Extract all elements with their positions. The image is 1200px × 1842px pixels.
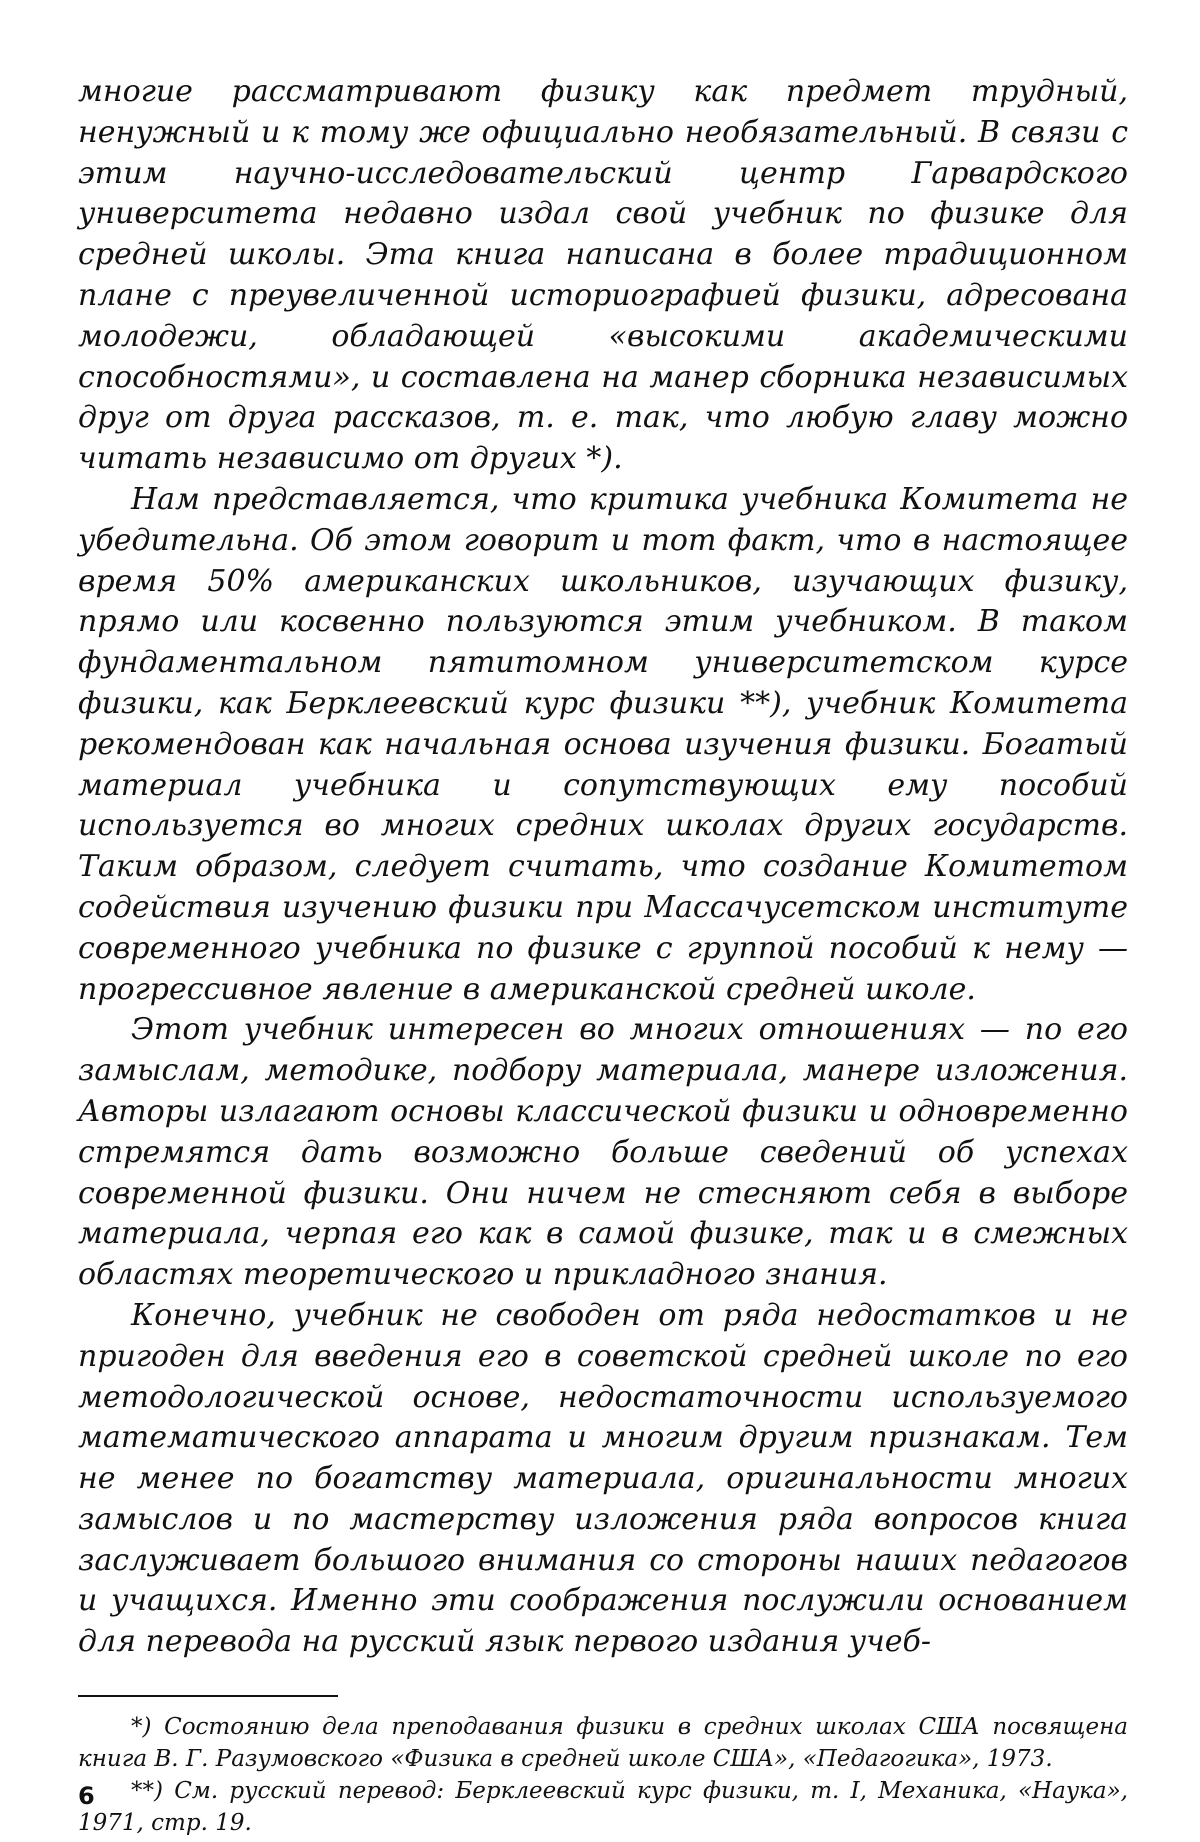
footnote-2: **) См. русский перевод: Берклеевский курс физики, т. I, Механика, «Наука», 1971, стр. 19. xyxy=(78,1778,1128,1837)
footnotes xyxy=(78,1711,1128,1839)
paragraph-shortcomings: Конечно, учебник не свободен от ряда недостатков и не пригоден для введения его в советской средней школе по его методологической основе, недостаточности используемого математического аппарата и многим другим признакам. Тем не менее по богатству материала, оригинальности многих замыслов и по мастерству изложения ряда вопросов книга заслуживает большого внимания со стороны наших педагогов и учащихся. Именно эти соображения послужили основанием для перевода на русский язык первого издания учеб- xyxy=(78,1297,1128,1660)
paragraph-committee-critique: Нам представляется, что критика учебника Комитета не убедительна. Об этом говорит и тот факт, что в настоящее время 50% американских школьников, изучающих физику, прямо или косвенно пользуются этим учебником. В таком фундаментальном пятитомном университетском курсе физики, как Берклеевский курс физики **), учебник Комитета рекомендован как начальная основа изучения физики. Богатый материал учебника и сопутствующих ему пособий используется во многих средних школах других государств. Таким образом, следует считать, что создание Комитетом содействия изучению физики при Массачусетском институте современного учебника по физике с группой пособий к нему — прогрессивное явление в американской средней школе. xyxy=(78,481,1128,1007)
paragraph-textbook-interest: Этот учебник интересен во многих отношениях — по его замыслам, методике, подбору материала, манере изложения. Авторы излагают основы классической физики и одновременно стремятся дать возможно больше сведений об успехах современной физики. Они ничем не стесняют себя в выборе материала, черпая его как в самой физике, так и в смежных областях теоретического и прикладного знания. xyxy=(78,1012,1128,1293)
paragraph-continuation: многие рассматривают физику как предмет трудный, ненужный и к тому же официально необязательный. В связи с этим научно-исследовательский центр Гарвардского университета недавно издал свой учебник по физике для средней школы. Эта книга написана в более традиционном плане с преувеличенной историографией физики, адресована молодежи, обладающей «высокими академическими способностями», и составлена на манер сборника независимых друг от друга рассказов, т. е. так, что любую главу можно читать независимо от других *). xyxy=(78,74,1128,477)
book-page xyxy=(78,72,1128,1837)
page-number: 6 xyxy=(78,1782,95,1810)
footnote-divider xyxy=(78,1695,338,1697)
body-text xyxy=(78,72,1128,1663)
footnote-1: *) Состоянию дела преподавания физики в средних школах США посвящена книга В. Г. Разумовского «Физика в средней школе США», «Педагогика», 1973. xyxy=(78,1714,1128,1773)
